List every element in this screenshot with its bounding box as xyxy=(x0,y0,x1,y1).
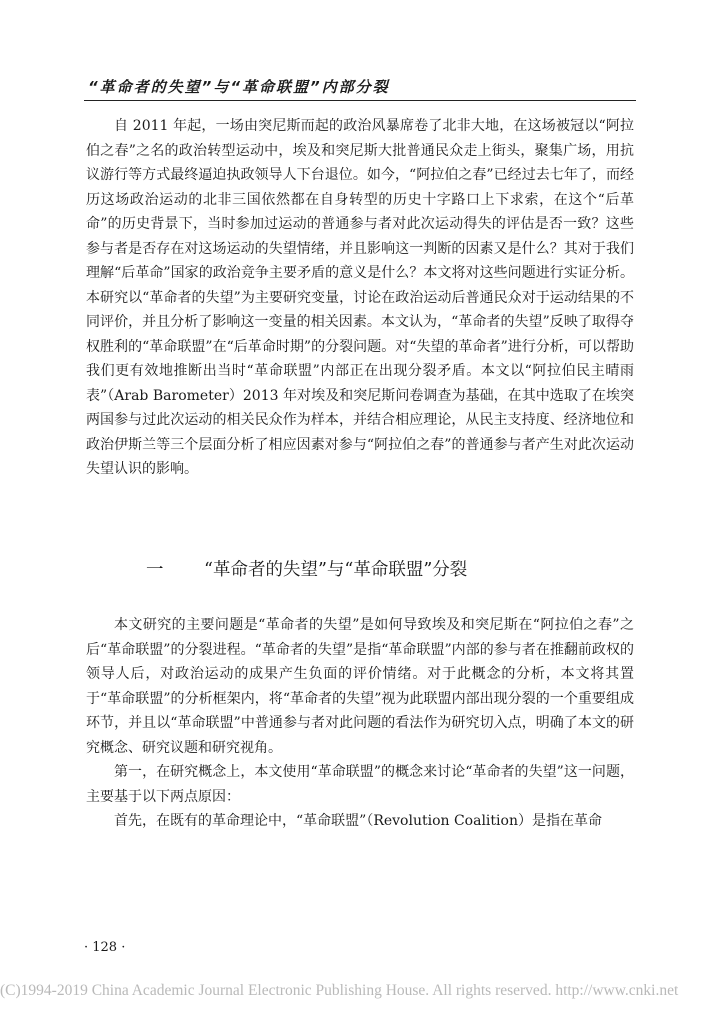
section-body xyxy=(86,613,634,834)
copyright-watermark: (C)1994-2019 China Academic Journal Electronic Publishing House. All rights reserved. http://www.cnki.net xyxy=(0,982,679,999)
section-number: 一 xyxy=(146,560,164,580)
section-paragraph-2: 第一，在研究概念上，本文使用“革命联盟”的概念来讨论“革命者的失望”这一问题，主要基于以下两点原因： xyxy=(86,764,634,805)
intro-section xyxy=(86,114,634,482)
running-head-title: “革命者的失望”与“革命联盟”内部分裂 xyxy=(88,78,390,96)
section-heading xyxy=(86,556,634,584)
section-paragraph-1: 本文研究的主要问题是“革命者的失望”是如何导致埃及和突尼斯在“阿拉伯之春”之后“革命联盟”的分裂进程。“革命者的失望”是指“革命联盟”内部的参与者在推翻前政权的领导人后，对政治运动的成果产生负面的评价情绪。对于此概念的分析，本文将其置于“革命联盟”的分析框架内，将“革命者的失望”视为此联盟内部出现分裂的一个重要组成环节，并且以“革命联盟”中普通参与者对此问题的看法作为研究切入点，明确了本文的研究概念、研究议题和研究视角。 xyxy=(86,617,634,756)
section-paragraph-3: 首先，在既有的革命理论中，“革命联盟”（Revolution Coalition）是指在革命 xyxy=(114,813,602,829)
page-number: · 128 · xyxy=(84,940,126,955)
section-title: “革命者的失望”与“革命联盟”分裂 xyxy=(204,560,468,580)
intro-paragraph: 自 2011 年起，一场由突尼斯而起的政治风暴席卷了北非大地，在这场被冠以“阿拉伯之春”之名的政治转型运动中，埃及和突尼斯大批普通民众走上街头，聚集广场，用抗议游行等方式最终逼迫执政领导人下台退位。如今，“阿拉伯之春”已经过去七年了，而经历这场政治运动的北非三国依然都在自身转型的历史十字路口上下求索，在这个“后革命”的历史背景下，当时参加过运动的普通参与者对此次运动得失的评估是否一致？这些参与者是否存在对这场运动的失望情绪，并且影响这一判断的因素又是什么？其对于我们理解“后革命”国家的政治竞争主要矛盾的意义是什么？本文将对这些问题进行实证分析。本研究以“革命者的失望”为主要研究变量，讨论在政治运动后普通民众对于运动结果的不同评价，并且分析了影响这一变量的相关因素。本文认为，“革命者的失望”反映了取得夺权胜利的“革命联盟”在“后革命时期”的分裂问题。对“失望的革命者”进行分析，可以帮助我们更有效地推断出当时“革命联盟”内部正在出现分裂矛盾。本文以“阿拉伯民主晴雨表”（Arab Barometer）2013 年对埃及和突尼斯问卷调查为基础，在其中选取了在埃突两国参与过此次运动的相关民众作为样本，并结合相应理论，从民主支持度、经济地位和政治伊斯兰等三个层面分析了相应因素对参与“阿拉伯之春”的普通参与者产生对此次运动失望认识的影响。 xyxy=(86,118,634,477)
running-head xyxy=(84,74,636,101)
